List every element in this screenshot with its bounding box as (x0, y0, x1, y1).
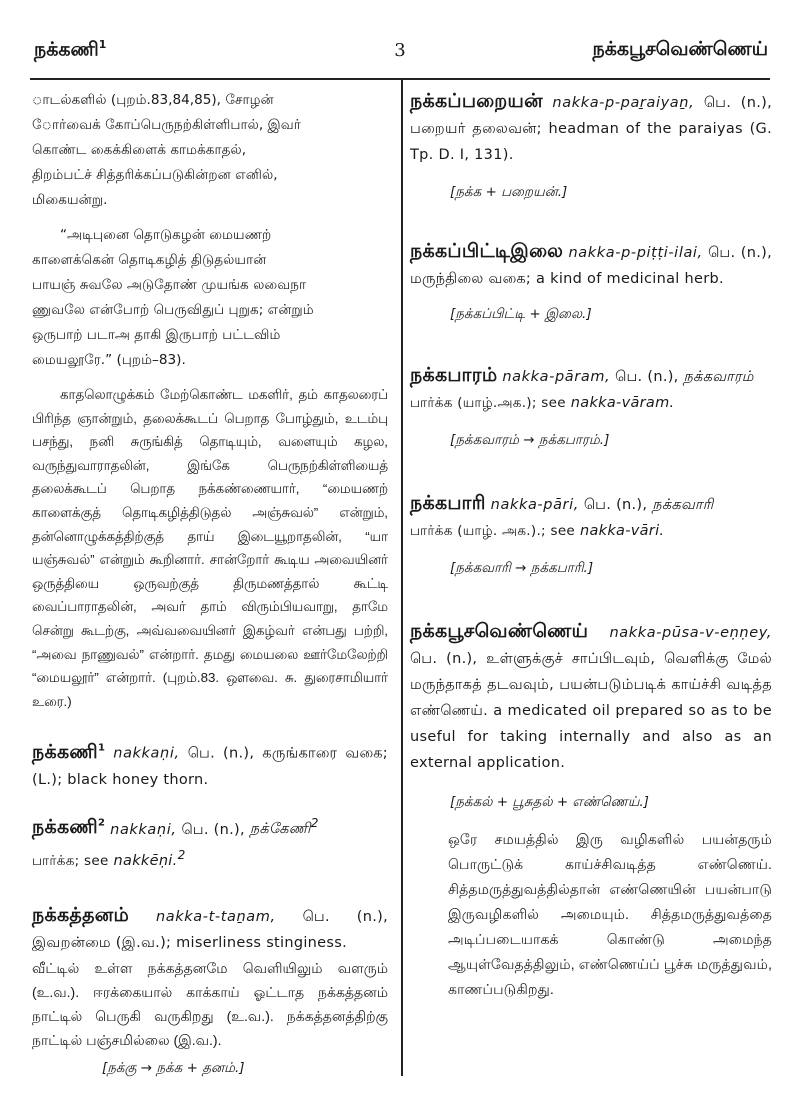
see-reference: nakka-vāri. (579, 523, 665, 539)
transliteration: nakka-pāri, (490, 497, 579, 513)
verse-line: மையலூரே.” (புறம்–83). (32, 352, 186, 368)
headword: நக்கப்பிட்டிஇலை (410, 240, 564, 262)
usage-paragraph: ஒரே சமயத்தில் இரு வழிகளில் பயன்தரும் பொருட்டுக் காய்ச்சிவடித்த எண்ணெய். சித்தமருத்துவத்தில்தான் எண்ணெயின் பயன்பாடு இருவழிகளில் அமையும். சித்தமருத்துவத்தை அடிப்படையாகக் கொண்டு அமைந்த ஆயுள்வேதத்திலும், எண்ணெய்ப் பூச்சு மருத்துவம், காணப்படுகிறது. (448, 832, 772, 998)
headword: நக்கணி$^1$ (32, 740, 106, 763)
text-line: ோர்வைக் கோப்பெருநற்கிள்ளிபால், இவர் (32, 117, 301, 133)
right-column (410, 88, 772, 1003)
see-label: பார்க்க (யாழ்.அக.); see (410, 395, 566, 411)
cross-reference: நக்கேணி$^2$ (249, 816, 319, 838)
verse-line: ஒருபாற் படாஅ தாகி இருபாற் பட்டவிம் (32, 327, 281, 343)
transliteration: nakka-p-paṟaiyaṉ, (552, 95, 695, 111)
etymology: [நக்க + பறையன்.] (450, 184, 568, 200)
definition: பெ. (n.), மருந்திலை வகை; a kind of medicinal herb. (410, 245, 772, 287)
continued-text (32, 88, 388, 213)
pos-label: பெ. (n.), (181, 821, 245, 838)
etymology: [நக்கவாரி → நக்கபாரி.] (450, 560, 594, 576)
see-label: பார்க்க; see (32, 853, 109, 870)
pos-label: பெ. (n.), (615, 369, 679, 385)
left-column (32, 88, 388, 1078)
definition: பெ. (n.), பறையர் தலைவன்; headman of the paraiyas (G. Tp. D. I, 131). (410, 95, 772, 163)
text-line: ாடல்களில் (புறம்.83,84,85), சோழன் (32, 92, 274, 108)
headword: நக்கபூசவெண்ணெய் (410, 620, 589, 642)
etymology: [நக்கவாரம் → நக்கபாரம்.] (450, 432, 610, 448)
definition: பெ. (n.), உள்ளுக்குச் சாப்பிடவும், வெளிக்கு மேல் மருந்தாகத் தடவவும், பயன்படும்படிக் காய்ச்சி வடித்த எண்ணெய். a medicated oil prepared so as to be useful for taking internally and also as an external application. (410, 651, 772, 771)
entry-nakkattanam (32, 902, 388, 1078)
headword: நக்கணி$^2$ (32, 816, 106, 839)
definition: பெ. (n.), கருங்காரை வகை; (L.); black honey thorn. (32, 745, 388, 788)
transliteration: nakka-p-piṭṭi-ilai, (568, 245, 703, 261)
see-label: பார்க்க (யாழ். அக.).; see (410, 523, 576, 539)
transliteration: nakka-pūsa-v-eṇṇey, (609, 625, 772, 641)
verse-line: காளைக்கென் தொடிகழித் திடுதல்யான் (32, 252, 267, 268)
header-first-word: நக்கணி$^1$ (34, 38, 107, 61)
text-line: திறம்பட்ச் சித்தரிக்கப்படுகின்றன எனில், (32, 167, 278, 183)
entry-nakka-pari (410, 490, 772, 578)
pos-label: பெ. (n.), (583, 497, 648, 513)
headword: நக்கத்தனம் (32, 904, 130, 927)
headword: நக்கபாரி (410, 492, 486, 514)
verse-line: “அடிபுனை தொடுகழன் மையணற் (60, 227, 272, 243)
entry-nakkani-1 (32, 735, 388, 792)
cross-reference: நக்கவாரம் (683, 369, 754, 385)
etymology: [நக்கல் + பூசுதல் + எண்ணெய்.] (450, 794, 649, 810)
commentary-paragraph: காதலொழுக்கம் மேற்கொண்ட மகளிர், தம் காதலரைப் பிரிந்த ஞான்றும், தலைக்கூடப் பெறாத போழ்தும், உடம்பு பசந்து, நனி சுருங்கித் தொடியும், வளையும் கழல, வருந்துவாராதலின், இங்கே பெருநற்கிள்ளியைத் தலைக்கூடப் பெறாத நக்கண்ணையார், “மையணற் காளைக்குத் தொடிகழித்திடுதல் அஞ்சுவல்” என்றும், தன்னொழுக்கத்திற்குத் தாய் இடையூறாதலின், “யா யஞ்சுவல்” என்றும் கூறினார். சான்றோர் கூடிய அவையினர் ஒருத்தியை ஒருவற்குத் திருமணத்தால் கூட்டி வைப்பாராதலின், அவர் தாம் விரும்பியவாறு, தாமே சென்று கூடற்கு, அவ்வவையினர் இகழ்வர் என்பது பற்றி, “அவை நாணுவல்” என்றார். தமது மையலை ஊர்மேலேற்றி “மையலூர்” என்றார். (புறம்.83. ஔவை. சு. துரைசாமியார் உரை.) (32, 387, 388, 709)
column-divider (401, 80, 403, 1076)
page-number: 3 (394, 40, 406, 61)
entry-nakka-p-pitti-ilai (410, 238, 772, 324)
see-reference: nakka-vāram. (570, 395, 675, 411)
header-rule (30, 78, 770, 80)
header-last-word: நக்கபூசவெண்ணெய் (592, 38, 768, 60)
definition: பெ. (n.), இவறன்மை (இ.வ.); miserliness stinginess. (32, 909, 388, 952)
transliteration: nakka-pāram, (502, 369, 611, 385)
etymology: [நக்கு → நக்க + தனம்.] (102, 1060, 245, 1077)
headword: நக்கபாரம் (410, 364, 498, 386)
see-reference: nakkēṇi.$^2$ (113, 848, 186, 870)
transliteration: nakkaṇi, (113, 745, 180, 762)
text-line: மிகையன்று. (32, 192, 108, 208)
etymology: [நக்கப்பிட்டி + இலை.] (450, 306, 592, 322)
running-header (30, 38, 770, 72)
cross-reference: நக்கவாரி (652, 497, 714, 513)
entry-nakka-p-paraiyan (410, 88, 772, 202)
entry-nakka-pusa-v-enney (410, 618, 772, 1003)
usage-examples: வீட்டில் உள்ள நக்கத்தனமே வெளியிலும் வளரும் (உ.வ.). ஈரக்கையால் காக்காய் ஓட்டாத நக்கத்தனம் நாட்டில் பெருகி வருகிறது (உ.வ.). நக்கத்தனத்திற்கு நாட்டில் பஞ்சமில்லை (இ.வ.). (32, 960, 388, 1049)
entry-nakka-param (410, 362, 772, 450)
headword: நக்கப்பறையன் (410, 90, 543, 112)
transliteration: nakka-t-taṉam, (155, 909, 276, 926)
text-line: கொண்ட கைக்கிளைக் காமக்காதல், (32, 142, 247, 158)
verse-line: ணுவலே என்போற் பெருவிதுப் புறுக; என்றும் (32, 302, 314, 318)
verse-line: பாயஞ் சுவலே அடுதோண் முயங்க லவைநா (32, 277, 307, 293)
transliteration: nakkaṇi, (110, 821, 177, 838)
entry-nakkani-2 (32, 811, 388, 875)
quoted-verse (32, 223, 388, 373)
